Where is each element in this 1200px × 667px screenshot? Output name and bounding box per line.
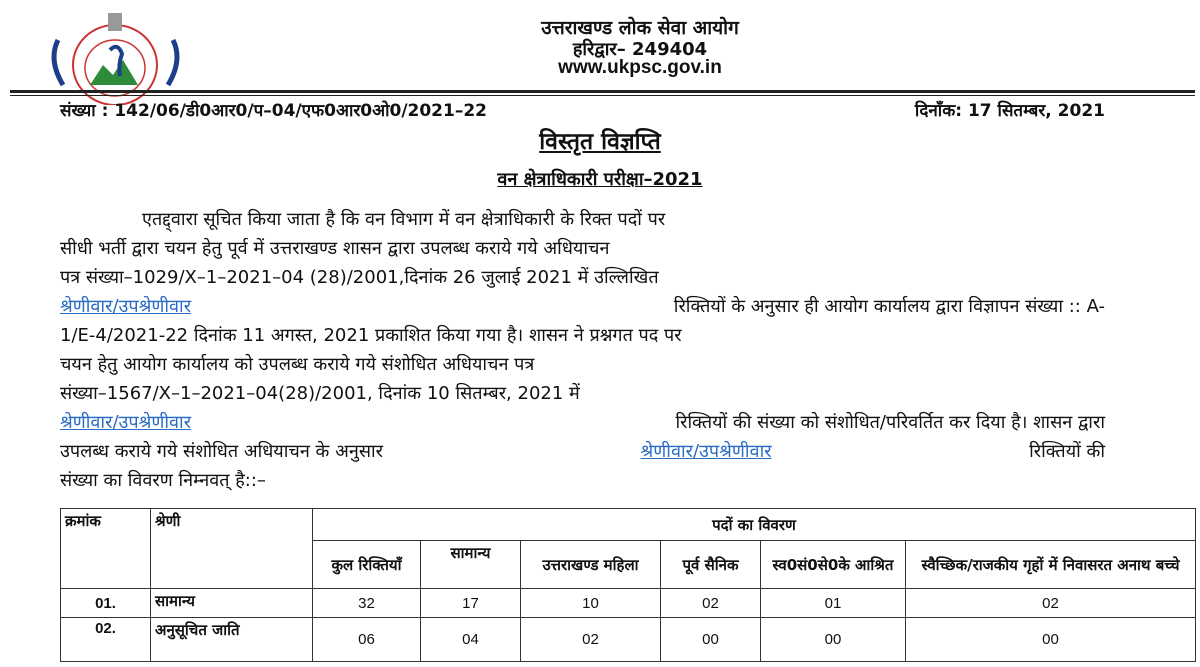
table-row [61, 618, 1196, 662]
category-wise-link[interactable]: श्रेणीवार/उपश्रेणीवार [640, 441, 772, 462]
header-orphans: स्वैच्छिक/राजकीय गृहों में निवासरत अनाथ बच्चे [906, 541, 1196, 589]
header-general: सामान्य [421, 541, 521, 589]
cell: 17 [421, 589, 521, 618]
category-wise-link[interactable]: श्रेणीवार/उपश्रेणीवार [60, 412, 192, 433]
para-line [60, 263, 1105, 292]
text: एतद्द्वारा सूचित किया जाता है कि वन विभाग में वन क्षेत्राधिकारी के रिक्त पदों पर [142, 209, 666, 230]
text: उपलब्ध कराये गये संशोधित अधियाचन के अनुसार [60, 441, 384, 462]
para-line [60, 321, 1105, 350]
cell: 00 [906, 618, 1196, 662]
text: रिक्तियों के अनुसार ही आयोग कार्यालय द्वारा विज्ञापन संख्या :: A- [673, 296, 1105, 317]
cell: 02 [661, 589, 761, 618]
cell: 01 [761, 589, 906, 618]
text: चयन हेतु आयोग कार्यालय को उपलब्ध कराये गये संशोधित अधियाचन पत्र [60, 354, 535, 375]
cell: 00 [761, 618, 906, 662]
table-row [61, 589, 1196, 618]
header-divider [10, 90, 1195, 93]
category-wise-link[interactable]: श्रेणीवार/उपश्रेणीवार [60, 296, 192, 317]
header-total: कुल रिक्तियाँ [313, 541, 421, 589]
text: पत्र संख्या–1029/X–1–2021–04 (28)/2001,दिनांक 26 जुलाई 2021 में उल्लिखित [60, 267, 659, 288]
reference-date: दिनाँक: 17 सितम्बर, 2021 [914, 101, 1105, 121]
header-divider-thin [10, 95, 1195, 96]
cell: 10 [521, 589, 661, 618]
para-line [60, 292, 1105, 321]
notice-paragraph [60, 205, 1105, 495]
header-category: श्रेणी [151, 509, 313, 589]
text: संख्या–1567/X–1–2021–04(28)/2001, दिनांक 10 सितम्बर, 2021 में [60, 383, 580, 404]
para-line [60, 379, 1105, 408]
org-website: www.ukpsc.gov.in [558, 57, 722, 78]
cell: 02 [521, 618, 661, 662]
header-ex-servicemen: पूर्व सैनिक [661, 541, 761, 589]
text: संख्या का विवरण निम्नवत् है::– [60, 470, 266, 491]
cell: 04 [421, 618, 521, 662]
para-line [60, 466, 1105, 495]
text: सीधी भर्ती द्वारा चयन हेतु पूर्व में उत्तराखण्ड शासन द्वारा उपलब्ध कराये गये अधियाचन [60, 238, 610, 259]
para-line [60, 234, 1105, 263]
para-line [60, 205, 1105, 234]
para-line [60, 437, 1105, 466]
org-city: हरिद्वार– 249404 [572, 39, 708, 60]
org-name: उत्तराखण्ड लोक सेवा आयोग [541, 17, 739, 39]
reference-line [60, 98, 1105, 121]
header-sno: क्रमांक [61, 509, 151, 589]
para-line [60, 350, 1105, 379]
notice-subtitle: वन क्षेत्राधिकारी परीक्षा–2021 [497, 169, 703, 190]
header-freedom-fighter-dependents: स्व0सं0से0के आश्रित [761, 541, 906, 589]
notice-title: विस्तृत विज्ञप्ति [539, 129, 661, 155]
header-uk-women: उत्तराखण्ड महिला [521, 541, 661, 589]
cell: 02 [906, 589, 1196, 618]
cell: 06 [313, 618, 421, 662]
text: 1/E-4/2021-22 दिनांक 11 अगस्त, 2021 प्रकाशित किया गया है। शासन ने प्रश्नगत पद पर [60, 325, 682, 346]
row-sno: 02. [61, 618, 151, 662]
cell: 00 [661, 618, 761, 662]
text: रिक्तियों की संख्या को संशोधित/परिवर्तित कर दिया है। शासन द्वारा [675, 412, 1105, 433]
vacancy-table [60, 508, 1196, 662]
reference-number: संख्या : 142/06/डी0आर0/प–04/एफ0आर0ओ0/2021–22 [60, 101, 488, 121]
text: रिक्तियों की [1029, 441, 1105, 462]
cell: 32 [313, 589, 421, 618]
row-category: सामान्य [151, 589, 313, 618]
header-post-details: पदों का विवरण [313, 509, 1196, 541]
para-line [60, 408, 1105, 437]
row-sno: 01. [61, 589, 151, 618]
row-category: अनुसूचित जाति [151, 618, 313, 662]
